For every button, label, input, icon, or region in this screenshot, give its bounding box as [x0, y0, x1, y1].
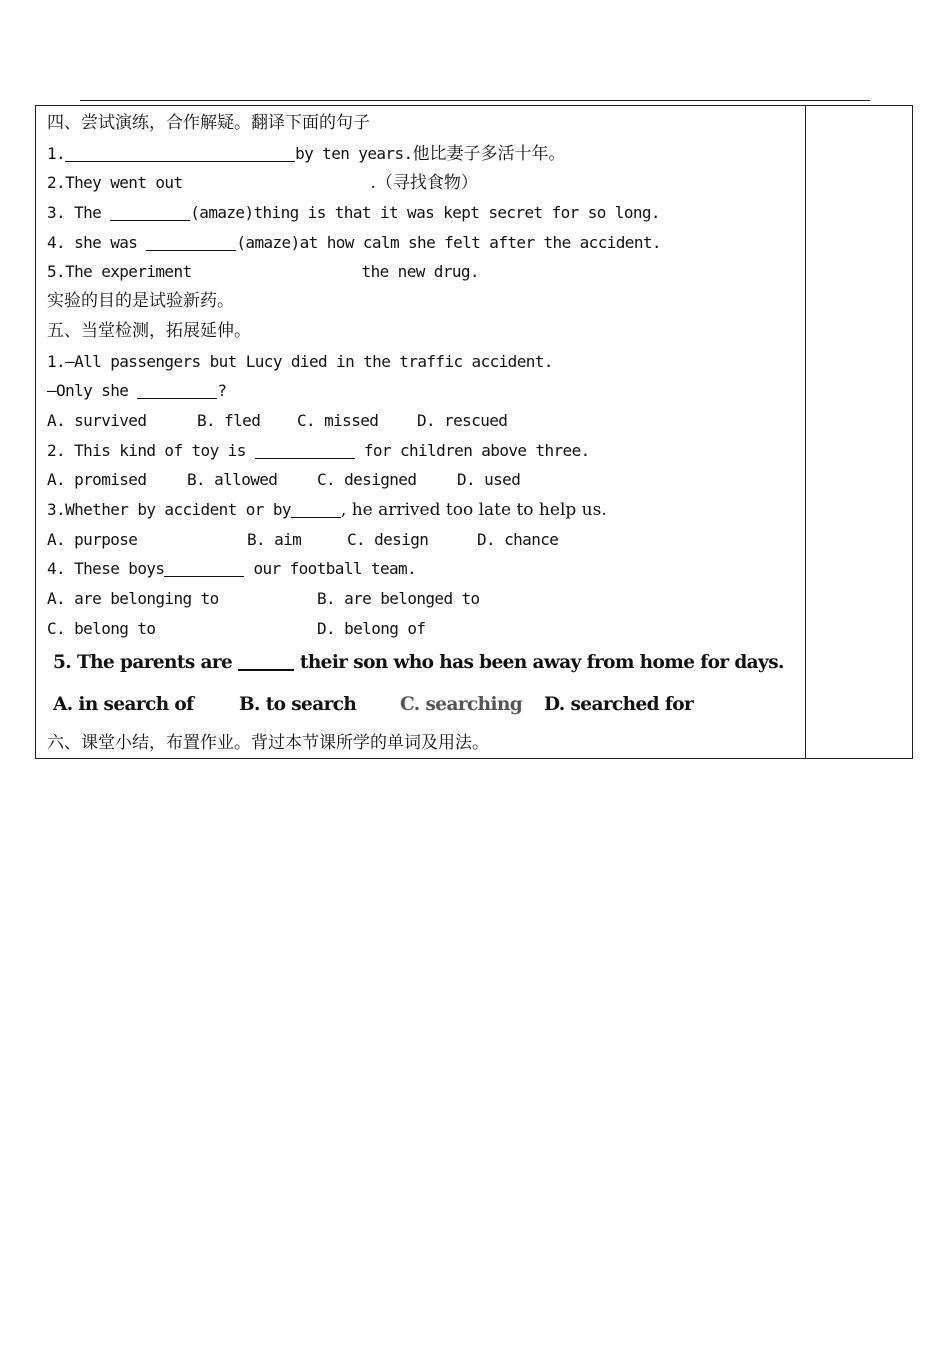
s5-q5	[47, 645, 802, 681]
s4-q1	[47, 139, 802, 169]
s5-q3-option-c[interactable]: C. design	[347, 529, 429, 549]
s5-q1-line1: 1.—All passengers but Lucy died in the traffic accident.	[47, 351, 553, 371]
s5-q4-option-b[interactable]: B. are belonged to	[317, 589, 480, 608]
s5-q1-option-b[interactable]: B. fled	[197, 410, 261, 430]
s5-q5-option-b[interactable]: B. to search	[239, 694, 357, 716]
s5-q2-option-c[interactable]: C. designed	[317, 470, 417, 490]
s5-q2-suffix: for children above three.	[363, 440, 590, 460]
worksheet-content	[47, 109, 802, 759]
s5-q3-suffix: , he arrived too late to help us.	[340, 499, 607, 520]
s5-q2-option-b[interactable]: B. allowed	[187, 470, 278, 490]
s5-q5-prefix: 5. The parents are	[53, 652, 233, 674]
s5-q4-blank[interactable]	[164, 558, 244, 577]
s5-q4-options-cd	[47, 614, 802, 644]
s5-q2-option-a[interactable]: A. promised	[47, 470, 147, 490]
s5-q3-blank[interactable]	[291, 499, 341, 518]
s5-q4-options-ab	[47, 584, 802, 614]
s4-q3-prefix: 3. The	[47, 203, 102, 223]
s4-q1-cn: 他比妻子多活十年。	[412, 143, 566, 164]
s4-q5-prefix: 5.The experiment	[47, 262, 192, 282]
s5-q5-option-a[interactable]: A. in search of	[53, 694, 194, 716]
s5-q3-prefix: 3.Whether by accident or by	[47, 499, 291, 519]
s4-q4-suffix: (amaze)at how calm she felt after the accident.	[236, 232, 661, 252]
s5-q5-options	[47, 681, 802, 729]
s5-q1-options	[47, 406, 802, 436]
s5-q5-blank[interactable]	[238, 649, 294, 671]
s4-q1-blank[interactable]	[65, 143, 295, 162]
s5-q4	[47, 554, 802, 584]
s4-q1-prefix: 1.	[47, 143, 66, 163]
s5-q4-option-d[interactable]: D. belong of	[317, 618, 426, 638]
s4-q4-blank[interactable]	[146, 232, 236, 251]
s5-q5-option-c[interactable]: C. searching	[400, 694, 523, 716]
header-rule	[80, 100, 870, 101]
s4-q5-cn: 实验的目的是试验新药。	[47, 291, 234, 312]
s5-q1-blank[interactable]	[137, 380, 217, 399]
s5-q1-option-a[interactable]: A. survived	[47, 410, 147, 430]
s4-q4	[47, 228, 802, 258]
s4-q2	[47, 168, 802, 198]
section4-title: 四、尝试演练，合作解疑。翻译下面的句子	[47, 113, 370, 133]
column-divider	[805, 106, 806, 758]
s4-q4-prefix: 4. she was	[47, 232, 138, 252]
s5-q3	[47, 495, 802, 525]
s4-q3	[47, 198, 802, 228]
s5-q1-line2	[47, 376, 802, 406]
s5-q1-option-d[interactable]: D. rescued	[417, 410, 508, 430]
s5-q5-option-d[interactable]: D. searched for	[544, 694, 694, 716]
s4-q5-suffix: the new drug.	[361, 262, 479, 282]
s5-q5-suffix: their son who has been away from home for days.	[299, 652, 784, 674]
s5-q4-option-c[interactable]: C. belong to	[47, 618, 156, 638]
s5-q2-options	[47, 465, 802, 495]
s5-q1-line2-suffix: ?	[217, 381, 227, 401]
s5-q3-option-d[interactable]: D. chance	[477, 529, 559, 549]
s5-q2-blank[interactable]	[255, 440, 355, 459]
s5-q4-suffix: our football team.	[253, 559, 417, 579]
s5-q3-options	[47, 525, 802, 555]
s5-q3-option-a[interactable]: A. purpose	[47, 529, 138, 549]
s5-q2-option-d[interactable]: D. used	[457, 470, 521, 490]
s5-q1-option-c[interactable]: C. missed	[297, 410, 379, 430]
s5-q1-line2-prefix: —Only she	[47, 381, 129, 401]
worksheet-table	[35, 105, 913, 759]
s5-q3-option-b[interactable]: B. aim	[247, 529, 302, 549]
s4-q5	[47, 257, 802, 287]
s4-q2-prefix: 2.They went out	[47, 173, 183, 193]
s5-q4-option-a[interactable]: A. are belonging to	[47, 589, 219, 608]
section5-title: 五、当堂检测，拓展延伸。	[47, 320, 251, 341]
s4-q3-blank[interactable]	[110, 202, 190, 221]
section6-title: 六、课堂小结，布置作业。背过本节课所学的单词及用法。	[47, 733, 489, 754]
s4-q2-suffix: .（寻找食物）	[370, 173, 478, 194]
s4-q1-suffix: by ten years.	[295, 143, 413, 163]
s4-q3-suffix: (amaze)thing is that it was kept secret for so long.	[190, 203, 660, 223]
s5-q4-prefix: 4. These boys	[47, 559, 165, 579]
s5-q2-prefix: 2. This kind of toy is	[47, 440, 246, 460]
s5-q2	[47, 436, 802, 466]
